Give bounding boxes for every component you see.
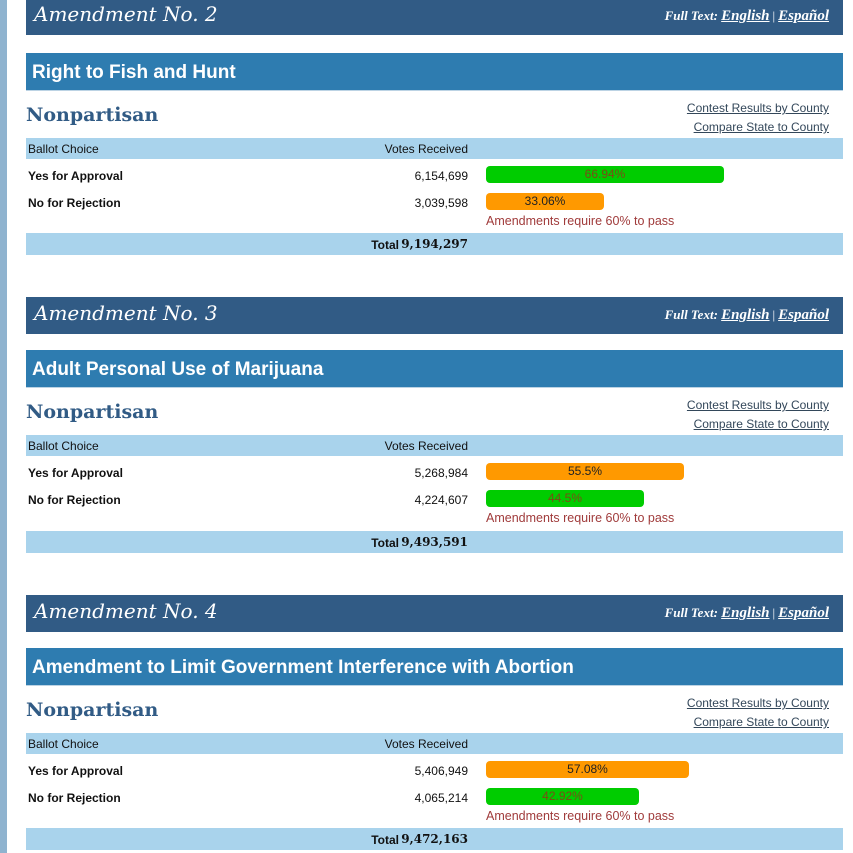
choice-label: No for Rejection xyxy=(28,493,121,507)
contest-title-bar xyxy=(26,648,843,686)
compare-county-link[interactable]: Compare State to County xyxy=(693,120,829,134)
ballot-choice-header: Ballot Choice xyxy=(28,737,99,751)
county-links xyxy=(687,99,829,137)
full-text-label: Full Text: xyxy=(664,8,718,23)
percentage-bar: 57.08% xyxy=(486,761,689,778)
result-row-yes xyxy=(26,760,843,782)
percentage-bar: 44.5% xyxy=(486,490,644,507)
vote-count: 4,224,607 xyxy=(414,493,468,507)
amendment-number: Amendment No. 2 xyxy=(34,2,218,26)
full-text-label: Full Text: xyxy=(664,605,718,620)
result-row-no xyxy=(26,787,843,809)
choice-label: No for Rejection xyxy=(28,791,121,805)
results-header-row xyxy=(26,138,843,159)
english-link[interactable]: English xyxy=(721,8,770,24)
requirement-note: Amendments require 60% to pass xyxy=(486,809,675,823)
choice-label: No for Rejection xyxy=(28,196,121,210)
party-label: Nonpartisan xyxy=(26,401,159,423)
percentage-bar: 55.5% xyxy=(486,463,684,480)
results-header-row xyxy=(26,435,843,456)
percentage-bar: 42.92% xyxy=(486,788,639,805)
contest-title-bar xyxy=(26,350,843,388)
total-label: Total xyxy=(371,536,399,550)
ballot-choice-header: Ballot Choice xyxy=(28,439,99,453)
espanol-link[interactable]: Español xyxy=(778,605,829,621)
compare-county-link[interactable]: Compare State to County xyxy=(693,715,829,729)
contest-title: Adult Personal Use of Marijuana xyxy=(32,359,324,380)
amendment-header xyxy=(26,297,843,334)
percentage-bar: 66.94% xyxy=(486,166,724,183)
results-header-row xyxy=(26,733,843,754)
espanol-link[interactable]: Español xyxy=(778,307,829,323)
ballot-choice-header: Ballot Choice xyxy=(28,142,99,156)
choice-label: Yes for Approval xyxy=(28,169,123,183)
choice-label: Yes for Approval xyxy=(28,466,123,480)
requirement-note: Amendments require 60% to pass xyxy=(486,511,675,525)
choice-label: Yes for Approval xyxy=(28,764,123,778)
contest-results-link[interactable]: Contest Results by County xyxy=(686,696,829,710)
county-links xyxy=(687,396,829,434)
amendment-header xyxy=(26,0,843,35)
total-row xyxy=(26,828,843,850)
espanol-link[interactable]: Español xyxy=(778,8,829,24)
contest-results-link[interactable]: Contest Results by County xyxy=(686,101,829,115)
left-rail xyxy=(0,0,7,853)
compare-county-link[interactable]: Compare State to County xyxy=(693,417,829,431)
result-row-no xyxy=(26,192,843,214)
vote-count: 5,406,949 xyxy=(414,764,468,778)
vote-count: 6,154,699 xyxy=(414,169,468,183)
english-link[interactable]: English xyxy=(721,307,770,323)
full-text-links xyxy=(665,605,829,622)
result-row-yes xyxy=(26,462,843,484)
result-row-no xyxy=(26,489,843,511)
amendment-number: Amendment No. 3 xyxy=(34,301,218,325)
total-label: Total xyxy=(371,833,399,847)
vote-count: 4,065,214 xyxy=(414,791,468,805)
total-label: Total xyxy=(371,238,399,252)
total-row xyxy=(26,531,843,553)
link-separator: | xyxy=(772,8,776,23)
percentage-bar: 33.06% xyxy=(486,193,604,210)
english-link[interactable]: English xyxy=(721,605,770,621)
link-separator: | xyxy=(772,307,776,322)
amendment-number: Amendment No. 4 xyxy=(34,599,218,623)
vote-count: 3,039,598 xyxy=(414,196,468,210)
county-links xyxy=(687,694,829,732)
votes-received-header: Votes Received xyxy=(384,142,468,156)
result-row-yes xyxy=(26,165,843,187)
full-text-links xyxy=(665,307,829,324)
vote-count: 5,268,984 xyxy=(414,466,468,480)
votes-received-header: Votes Received xyxy=(384,737,468,751)
total-votes: 9,493,591 xyxy=(401,535,468,549)
total-row xyxy=(26,233,843,255)
amendment-header xyxy=(26,595,843,632)
party-label: Nonpartisan xyxy=(26,699,159,721)
contest-title: Amendment to Limit Government Interference with Abortion xyxy=(32,657,574,678)
full-text-label: Full Text: xyxy=(664,307,718,322)
total-votes: 9,472,163 xyxy=(401,832,468,846)
contest-title-bar xyxy=(26,53,843,91)
contest-title: Right to Fish and Hunt xyxy=(32,62,236,83)
total-votes: 9,194,297 xyxy=(401,237,468,251)
link-separator: | xyxy=(772,605,776,620)
votes-received-header: Votes Received xyxy=(384,439,468,453)
contest-results-link[interactable]: Contest Results by County xyxy=(686,398,829,412)
requirement-note: Amendments require 60% to pass xyxy=(486,214,675,228)
party-label: Nonpartisan xyxy=(26,104,159,126)
full-text-links xyxy=(665,8,829,25)
